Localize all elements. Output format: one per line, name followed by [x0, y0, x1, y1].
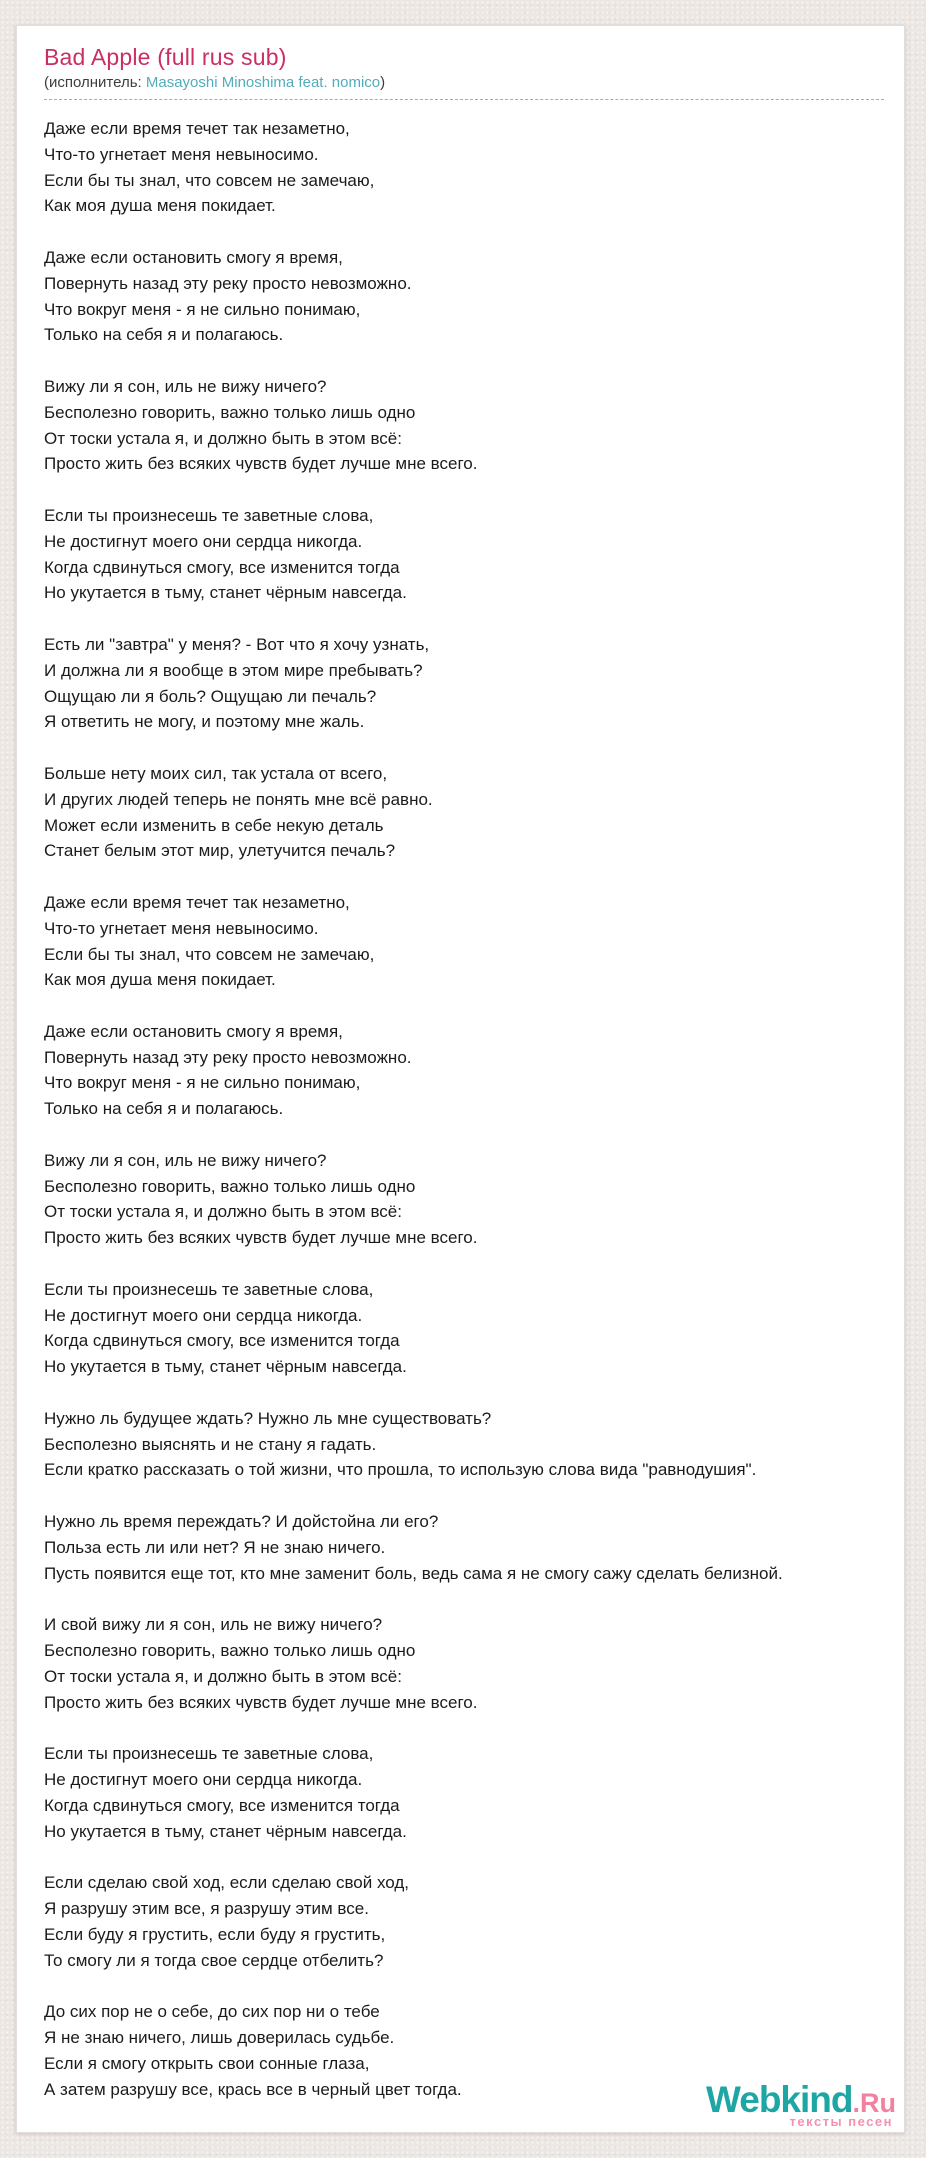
lyric-line: И свой вижу ли я сон, иль не вижу ничего? — [44, 1615, 383, 1635]
lyric-line: Когда сдвинуться смогу, все изменится тогда — [44, 1331, 400, 1351]
site-footer — [706, 2081, 896, 2131]
lyric-line: То смогу ли я тогда свое сердце отбелить? — [44, 1950, 384, 1970]
lyrics-stanza — [44, 1148, 884, 1251]
lyric-line: Если бы ты знал, что совсем не замечаю, — [44, 170, 375, 190]
lyric-line: Бесполезно говорить, важно только лишь одно — [44, 1641, 416, 1661]
lyrics-stanza — [44, 116, 884, 219]
lyric-line: Как моя душа меня покидает. — [44, 196, 276, 216]
lyric-line: Вижу ли я сон, иль не вижу ничего? — [44, 376, 327, 396]
lyric-line: Не достигнут моего они сердца никогда. — [44, 1305, 363, 1325]
lyric-line: Бесполезно говорить, важно только лишь одно — [44, 402, 416, 422]
lyric-line: От тоски устала я, и должно быть в этом всё: — [44, 1666, 402, 1686]
lyric-line: А затем разрушу все, крась все в черный цвет тогда. — [44, 2079, 462, 2099]
lyrics-stanza — [44, 1019, 884, 1122]
lyric-line: Я разрушу этим все, я разрушу этим все. — [44, 1898, 369, 1918]
lyric-line: Пусть появится еще тот, кто мне заменит боль, ведь сама я не смогу сажу сделать белизной. — [44, 1563, 783, 1583]
lyric-line: Не достигнут моего они сердца никогда. — [44, 1770, 363, 1789]
lyric-line: Польза есть ли или нет? Я не знаю ничего. — [44, 1537, 386, 1557]
lyrics-stanza — [44, 761, 884, 864]
lyrics-text — [44, 116, 884, 2102]
lyric-line: Если ты произнесешь те заветные слова, — [44, 1744, 374, 1764]
lyrics-stanza — [44, 503, 884, 606]
lyrics-stanza — [44, 1509, 884, 1586]
lyric-line: Просто жить без всяких чувств будет лучше мне всего. — [44, 454, 478, 474]
lyric-line: Может если изменить в себе некую деталь — [44, 815, 384, 835]
lyric-line: Если я смогу открыть свои сонные глаза, — [44, 2053, 370, 2073]
lyrics-stanza — [44, 1277, 884, 1380]
lyric-line: Если бы ты знал, что совсем не замечаю, — [44, 944, 375, 964]
lyric-line: И должна ли я вообще в этом мире пребывать? — [44, 660, 423, 680]
lyric-line: Когда сдвинуться смогу, все изменится тогда — [44, 1795, 400, 1815]
lyric-line: Больше нету моих сил, так устала от всего, — [44, 763, 388, 783]
lyric-line: Что вокруг меня - я не сильно понимаю, — [44, 1073, 361, 1093]
webkind-logo-name: Webkind — [706, 2079, 853, 2120]
lyric-line: Только на себя я и полагаюсь. — [44, 325, 284, 345]
lyric-line: Если ты произнесешь те заветные слова, — [44, 505, 374, 525]
song-title: Bad Apple (full rus sub) — [44, 44, 287, 70]
lyric-line: Что вокруг меня - я не сильно понимаю, — [44, 299, 361, 319]
lyrics-stanza — [44, 1870, 884, 1973]
lyric-line: Если буду я грустить, если буду я грустить, — [44, 1924, 386, 1944]
lyric-line: Ощущаю ли я боль? Ощущаю ли печаль? — [44, 686, 377, 706]
webkind-logo-domain: .Ru — [852, 2088, 896, 2118]
lyric-line: От тоски устала я, и должно быть в этом всё: — [44, 428, 402, 448]
lyrics-stanza — [44, 1406, 884, 1483]
lyric-line: Только на себя я и полагаюсь. — [44, 1099, 284, 1119]
lyrics-stanza — [44, 632, 884, 735]
lyric-line: Что-то угнетает меня невыносимо. — [44, 144, 319, 164]
lyric-line: Я ответить не могу, и поэтому мне жаль. — [44, 712, 365, 732]
lyrics-card — [16, 25, 905, 2133]
webkind-logo-tagline: тексты песен — [789, 2114, 893, 2129]
lyric-line: Я не знаю ничего, лишь доверилась судьбе. — [44, 2027, 395, 2047]
lyric-line: Если сделаю свой ход, если сделаю свой ход, — [44, 1873, 410, 1893]
lyric-line: Повернуть назад эту реку просто невозможно. — [44, 1047, 412, 1067]
lyrics-stanza — [44, 1741, 884, 1844]
lyric-line: Если кратко рассказать о той жизни, что прошла, то использую слова вида "равнодушия". — [44, 1460, 757, 1480]
lyric-line: Даже если остановить смогу я время, — [44, 1021, 343, 1041]
lyric-line: Даже если время течет так незаметно, — [44, 119, 350, 138]
lyric-line: Даже если остановить смогу я время, — [44, 247, 343, 267]
lyric-line: От тоски устала я, и должно быть в этом всё: — [44, 1202, 402, 1222]
lyric-line: Просто жить без всяких чувств будет лучше мне всего. — [44, 1692, 478, 1712]
lyrics-stanza — [44, 890, 884, 993]
lyric-line: Что-то угнетает меня невыносимо. — [44, 918, 319, 938]
artist-line — [44, 74, 884, 100]
lyric-line: Станет белым этот мир, улетучится печаль? — [44, 841, 396, 861]
lyric-line: Нужно ль время переждать? И дойстойна ли его? — [44, 1512, 439, 1532]
lyric-line: Как моя душа меня покидает. — [44, 970, 276, 990]
lyric-line: Есть ли "завтра" у меня? - Вот что я хочу узнать, — [44, 634, 430, 654]
lyric-line: До сих пор не о себе, до сих пор ни о тебе — [44, 2002, 380, 2022]
lyrics-stanza — [44, 1612, 884, 1715]
lyric-line: Даже если время течет так незаметно, — [44, 892, 350, 912]
lyrics-stanza — [44, 245, 884, 348]
lyric-line: Если ты произнесешь те заветные слова, — [44, 1279, 374, 1299]
lyrics-stanza — [44, 374, 884, 477]
lyric-line: Бесполезно выяснять и не стану я гадать. — [44, 1434, 377, 1454]
lyric-line: Но укутается в тьму, станет чёрным навсегда. — [44, 1357, 407, 1377]
artist-link[interactable]: Masayoshi Minoshima feat. nomico — [145, 74, 381, 91]
lyric-line: Не достигнут моего они сердца никогда. — [44, 531, 363, 551]
lyric-line: Но укутается в тьму, станет чёрным навсегда. — [44, 1821, 407, 1841]
webkind-logo[interactable] — [706, 2081, 896, 2128]
artist-label-close: ) — [380, 74, 386, 91]
lyric-line: Нужно ль будущее ждать? Нужно ль мне существовать? — [44, 1408, 492, 1428]
artist-label: (исполнитель: — [44, 74, 146, 91]
lyric-line: Но укутается в тьму, станет чёрным навсегда. — [44, 583, 407, 603]
lyric-line: Вижу ли я сон, иль не вижу ничего? — [44, 1150, 327, 1170]
lyric-line: И других людей теперь не понять мне всё равно. — [44, 789, 433, 809]
lyric-line: Повернуть назад эту реку просто невозможно. — [44, 273, 412, 293]
lyric-line: Просто жить без всяких чувств будет лучше мне всего. — [44, 1228, 478, 1248]
lyric-line: Бесполезно говорить, важно только лишь одно — [44, 1176, 416, 1196]
lyric-line: Когда сдвинуться смогу, все изменится тогда — [44, 557, 400, 577]
